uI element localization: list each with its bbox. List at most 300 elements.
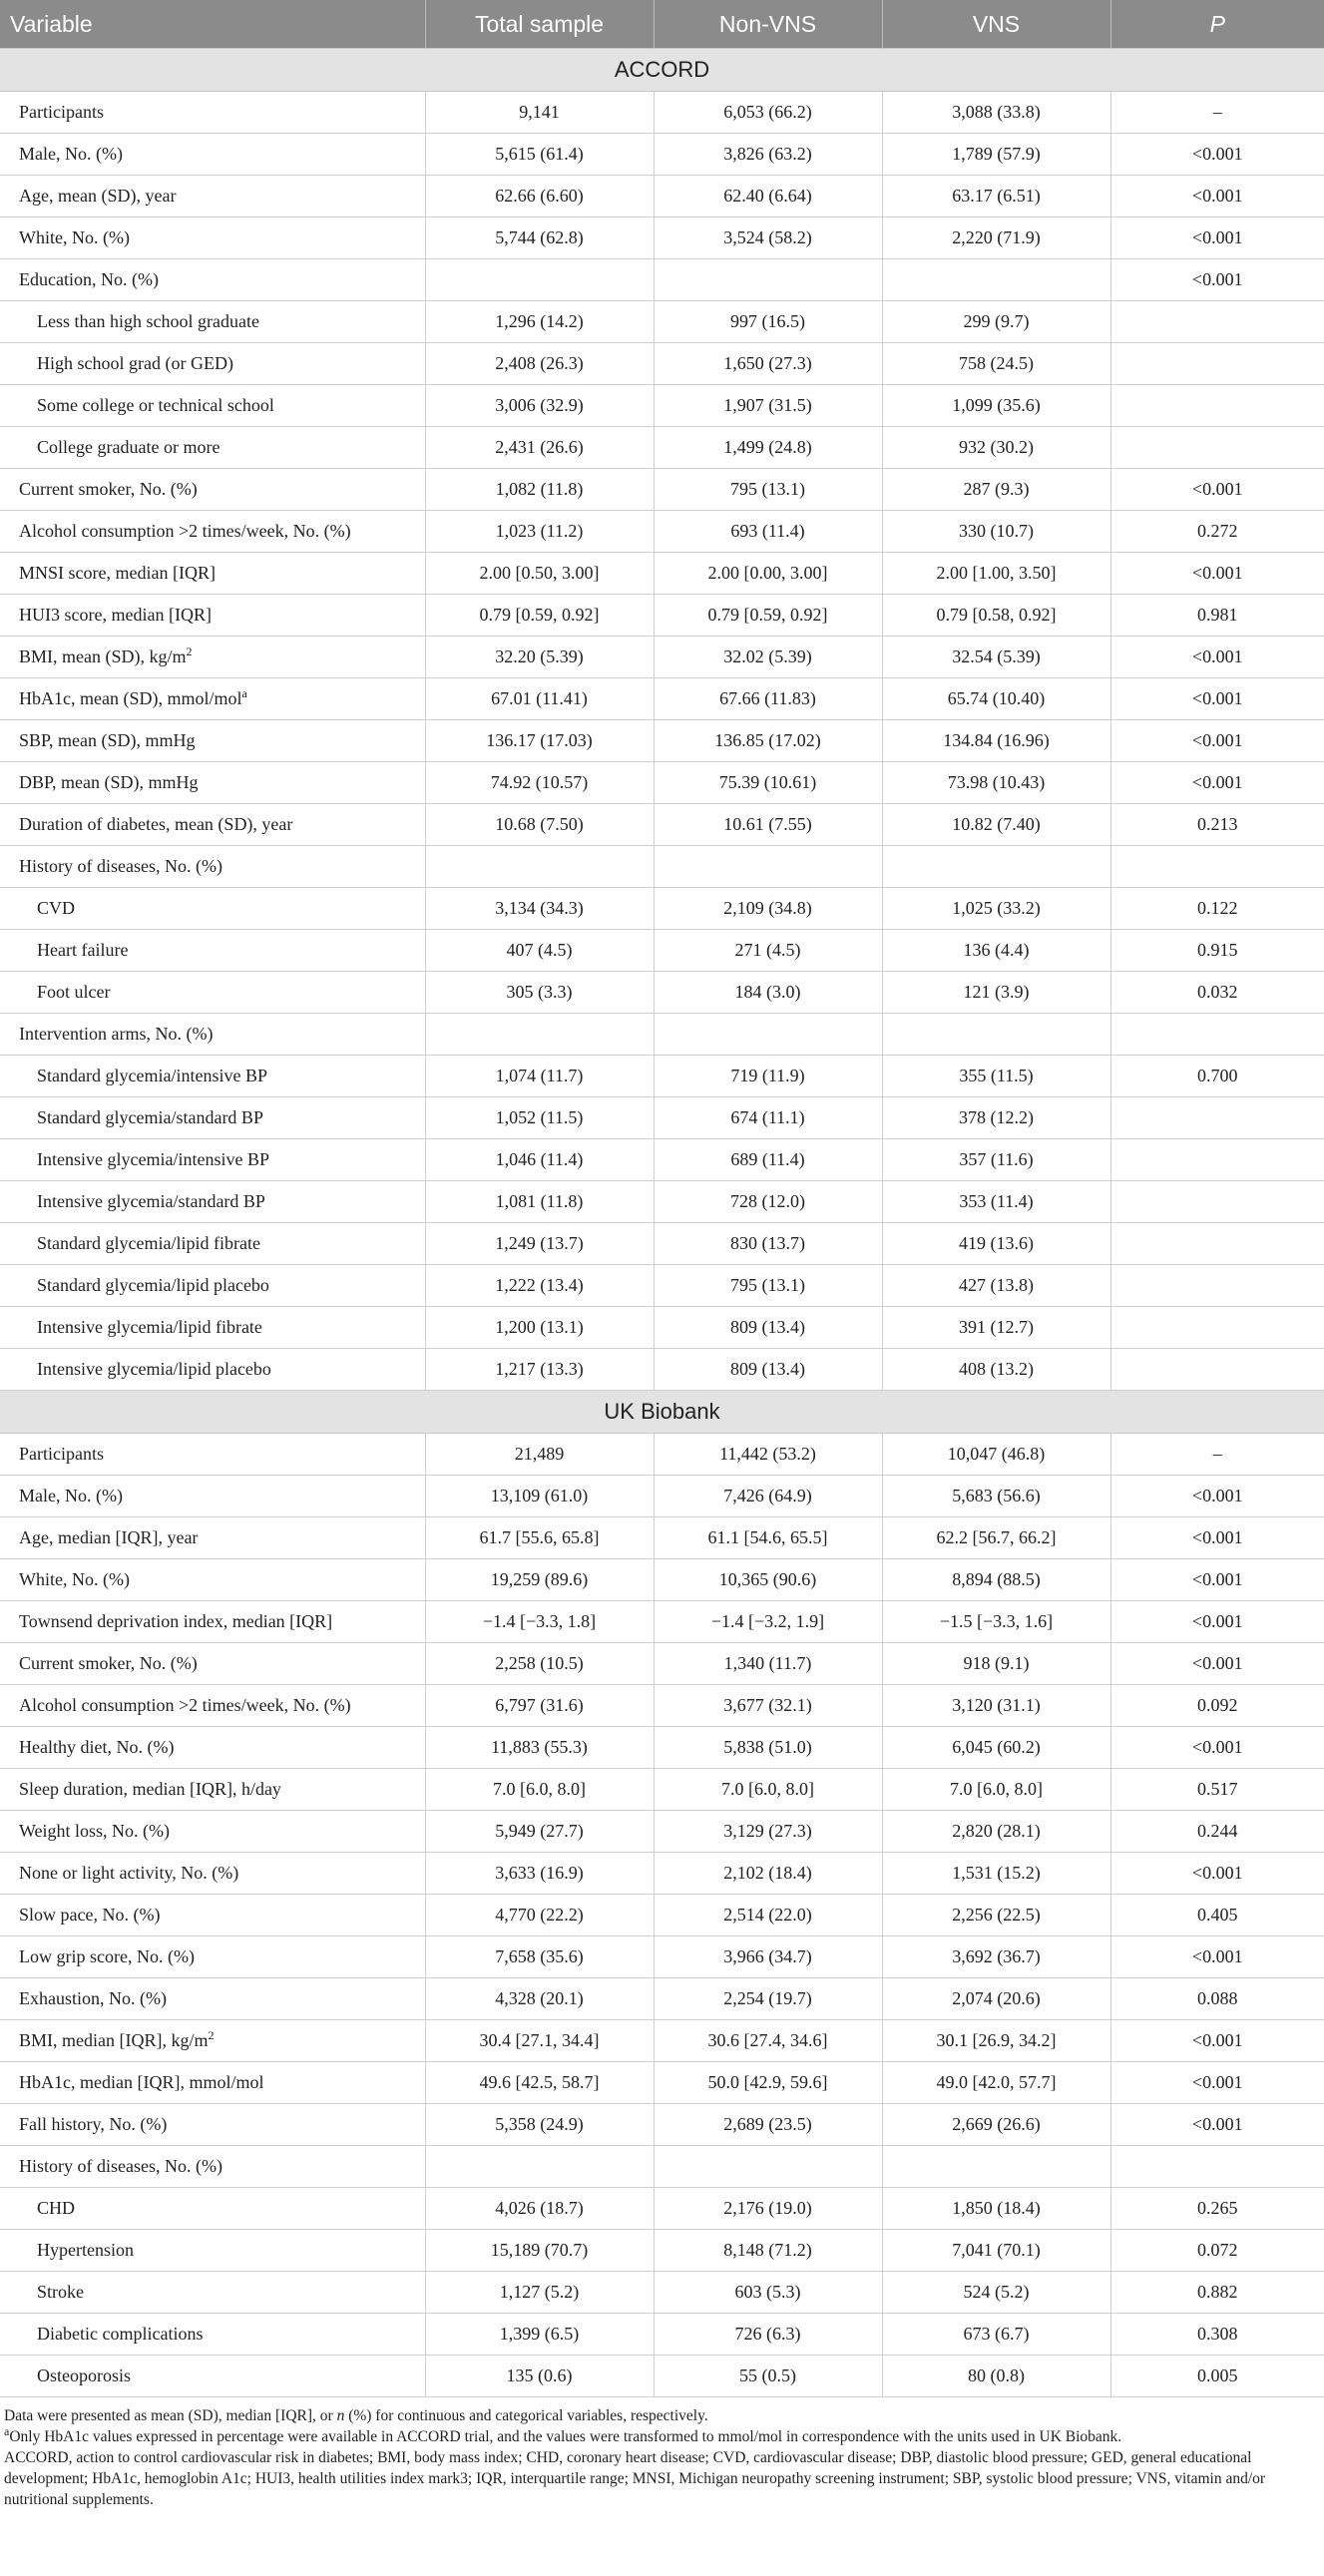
- p-value-cell: <0.001: [1110, 1517, 1324, 1559]
- vns-cell: 419 (13.6): [882, 1223, 1110, 1265]
- non-vns-cell: 674 (11.1): [654, 1097, 882, 1139]
- variable-label: Exhaustion, No. (%): [19, 1988, 167, 2008]
- non-vns-cell: 693 (11.4): [654, 511, 882, 553]
- variable-label: White, No. (%): [19, 227, 130, 247]
- vns-cell: 1,025 (33.2): [882, 888, 1110, 930]
- table-row: [0, 2314, 1324, 2356]
- table-row: [0, 2188, 1324, 2230]
- variable-cell: [0, 1769, 425, 1811]
- total-sample-cell: 5,358 (24.9): [425, 2104, 654, 2146]
- p-value-cell: 0.072: [1110, 2230, 1324, 2272]
- variable-label: BMI, median [IQR], kg/m: [19, 2030, 209, 2050]
- variable-label: Participants: [19, 102, 104, 122]
- variable-label: Intervention arms, No. (%): [19, 1024, 214, 1044]
- p-value-cell: 0.092: [1110, 1685, 1324, 1727]
- non-vns-cell: 55 (0.5): [654, 2356, 882, 2397]
- table-row: [0, 2230, 1324, 2272]
- variable-superscript: 2: [186, 644, 193, 658]
- variable-cell: [0, 1685, 425, 1727]
- vns-cell: 73.98 (10.43): [882, 762, 1110, 804]
- non-vns-cell: 62.40 (6.64): [654, 176, 882, 217]
- p-value-cell: <0.001: [1110, 1853, 1324, 1895]
- table-row: [0, 1978, 1324, 2020]
- table-row: [0, 2062, 1324, 2104]
- non-vns-cell: 830 (13.7): [654, 1223, 882, 1265]
- table-row: [0, 1434, 1324, 1476]
- non-vns-cell: 1,340 (11.7): [654, 1643, 882, 1685]
- total-sample-cell: 407 (4.5): [425, 930, 654, 972]
- variable-label: History of diseases, No. (%): [19, 856, 222, 876]
- variable-label: College graduate or more: [37, 437, 221, 457]
- table-row: [0, 469, 1324, 511]
- variable-label: High school grad (or GED): [37, 353, 233, 373]
- variable-label: MNSI score, median [IQR]: [19, 563, 216, 583]
- non-vns-cell: 809 (13.4): [654, 1349, 882, 1391]
- p-value-cell: [1110, 1307, 1324, 1349]
- variable-label: BMI, mean (SD), kg/m: [19, 646, 187, 666]
- vns-cell: [882, 1014, 1110, 1056]
- vns-cell: 49.0 [42.0, 57.7]: [882, 2062, 1110, 2104]
- non-vns-cell: 1,907 (31.5): [654, 385, 882, 427]
- p-value-cell: <0.001: [1110, 2104, 1324, 2146]
- footnote-abbreviations: ACCORD, action to control cardiovascular risk in diabetes; BMI, body mass index; CHD, coronary heart disease; CVD, cardiovascular disease; DBP, diastolic blood pressure; GED, general educational development; HbA1c, hemoglobin A1c; HUI3, health utilities index mark3; IQR, interquartile range; MNSI, Michigan neuropathy screening instrument; SBP, systolic blood pressure; VNS, vitamin and/or nutritional supplements.: [4, 2449, 1266, 2508]
- non-vns-cell: 1,499 (24.8): [654, 427, 882, 469]
- non-vns-cell: 726 (6.3): [654, 2314, 882, 2356]
- non-vns-cell: 5,838 (51.0): [654, 1727, 882, 1769]
- non-vns-cell: 11,442 (53.2): [654, 1434, 882, 1476]
- table-row: [0, 2272, 1324, 2314]
- non-vns-cell: 3,966 (34.7): [654, 1936, 882, 1978]
- vns-cell: 7.0 [6.0, 8.0]: [882, 1769, 1110, 1811]
- variable-cell: [0, 678, 425, 720]
- table-row: [0, 301, 1324, 343]
- variable-cell: [0, 1811, 425, 1853]
- variable-cell: [0, 972, 425, 1014]
- header-non-vns: Non-VNS: [654, 0, 882, 49]
- p-value-cell: 0.265: [1110, 2188, 1324, 2230]
- variable-label: HbA1c, mean (SD), mmol/mol: [19, 688, 242, 708]
- variable-cell: [0, 469, 425, 511]
- vns-cell: 524 (5.2): [882, 2272, 1110, 2314]
- table-row: [0, 1307, 1324, 1349]
- total-sample-cell: 1,296 (14.2): [425, 301, 654, 343]
- table-row: [0, 2356, 1324, 2397]
- variable-cell: [0, 1014, 425, 1056]
- variable-label: Heart failure: [37, 940, 129, 960]
- variable-cell: [0, 2230, 425, 2272]
- non-vns-cell: 795 (13.1): [654, 1265, 882, 1307]
- variable-label: Some college or technical school: [37, 395, 274, 415]
- vns-cell: 932 (30.2): [882, 427, 1110, 469]
- non-vns-cell: 8,148 (71.2): [654, 2230, 882, 2272]
- table-row: [0, 511, 1324, 553]
- p-value-cell: 0.308: [1110, 2314, 1324, 2356]
- non-vns-cell: 997 (16.5): [654, 301, 882, 343]
- non-vns-cell: 2,176 (19.0): [654, 2188, 882, 2230]
- vns-cell: 65.74 (10.40): [882, 678, 1110, 720]
- total-sample-cell: 1,249 (13.7): [425, 1223, 654, 1265]
- variable-label: Male, No. (%): [19, 144, 123, 164]
- variable-cell: [0, 2188, 425, 2230]
- header-p-value: P: [1110, 0, 1324, 49]
- vns-cell: 918 (9.1): [882, 1643, 1110, 1685]
- total-sample-cell: 4,328 (20.1): [425, 1978, 654, 2020]
- variable-cell: [0, 720, 425, 762]
- vns-cell: 353 (11.4): [882, 1181, 1110, 1223]
- table-row: [0, 1056, 1324, 1097]
- vns-cell: 357 (11.6): [882, 1139, 1110, 1181]
- p-value-cell: <0.001: [1110, 259, 1324, 301]
- table-row: [0, 595, 1324, 637]
- vns-cell: 80 (0.8): [882, 2356, 1110, 2397]
- variable-label: Fall history, No. (%): [19, 2114, 168, 2134]
- p-value-cell: [1110, 1097, 1324, 1139]
- table-row: [0, 134, 1324, 176]
- total-sample-cell: 49.6 [42.5, 58.7]: [425, 2062, 654, 2104]
- total-sample-cell: 1,222 (13.4): [425, 1265, 654, 1307]
- vns-cell: 30.1 [26.9, 34.2]: [882, 2020, 1110, 2062]
- p-value-cell: <0.001: [1110, 176, 1324, 217]
- variable-label: Foot ulcer: [37, 982, 111, 1002]
- table-row: [0, 720, 1324, 762]
- vns-cell: 0.79 [0.58, 0.92]: [882, 595, 1110, 637]
- variable-cell: [0, 1056, 425, 1097]
- vns-cell: 758 (24.5): [882, 343, 1110, 385]
- vns-cell: 1,789 (57.9): [882, 134, 1110, 176]
- p-value-cell: 0.005: [1110, 2356, 1324, 2397]
- total-sample-cell: 1,399 (6.5): [425, 2314, 654, 2356]
- p-value-cell: [1110, 1014, 1324, 1056]
- table-row: [0, 2146, 1324, 2188]
- table-row: [0, 637, 1324, 678]
- variable-label: Age, median [IQR], year: [19, 1527, 199, 1547]
- variable-label: Sleep duration, median [IQR], h/day: [19, 1779, 281, 1799]
- table-body: [0, 49, 1324, 2397]
- variable-cell: [0, 1643, 425, 1685]
- variable-cell: [0, 1139, 425, 1181]
- non-vns-cell: 2,254 (19.7): [654, 1978, 882, 2020]
- variable-label: Healthy diet, No. (%): [19, 1737, 175, 1757]
- variable-superscript: 2: [208, 2028, 215, 2042]
- variable-label: Current smoker, No. (%): [19, 1653, 198, 1673]
- p-value-cell: 0.517: [1110, 1769, 1324, 1811]
- variable-cell: [0, 2020, 425, 2062]
- table-row: [0, 1853, 1324, 1895]
- variable-label: Hypertension: [37, 2240, 134, 2260]
- p-value-cell: [1110, 385, 1324, 427]
- p-value-cell: 0.244: [1110, 1811, 1324, 1853]
- total-sample-cell: 7.0 [6.0, 8.0]: [425, 1769, 654, 1811]
- table-row: [0, 888, 1324, 930]
- variable-label: Standard glycemia/lipid placebo: [37, 1275, 269, 1295]
- p-value-cell: <0.001: [1110, 1476, 1324, 1517]
- vns-cell: 2,820 (28.1): [882, 1811, 1110, 1853]
- variable-cell: [0, 1307, 425, 1349]
- table-row: [0, 762, 1324, 804]
- vns-cell: 6,045 (60.2): [882, 1727, 1110, 1769]
- variable-cell: [0, 511, 425, 553]
- table-row: [0, 92, 1324, 134]
- non-vns-cell: 2.00 [0.00, 3.00]: [654, 553, 882, 595]
- p-value-cell: <0.001: [1110, 762, 1324, 804]
- vns-cell: 427 (13.8): [882, 1265, 1110, 1307]
- non-vns-cell: 67.66 (11.83): [654, 678, 882, 720]
- total-sample-cell: [425, 1014, 654, 1056]
- variable-cell: [0, 762, 425, 804]
- p-value-cell: <0.001: [1110, 678, 1324, 720]
- total-sample-cell: 74.92 (10.57): [425, 762, 654, 804]
- variable-label: SBP, mean (SD), mmHg: [19, 730, 196, 750]
- total-sample-cell: 3,006 (32.9): [425, 385, 654, 427]
- non-vns-cell: 61.1 [54.6, 65.5]: [654, 1517, 882, 1559]
- variable-label: White, No. (%): [19, 1569, 130, 1589]
- non-vns-cell: 689 (11.4): [654, 1139, 882, 1181]
- vns-cell: 2,074 (20.6): [882, 1978, 1110, 2020]
- vns-cell: 299 (9.7): [882, 301, 1110, 343]
- variable-cell: [0, 2314, 425, 2356]
- table-row: [0, 1936, 1324, 1978]
- vns-cell: 121 (3.9): [882, 972, 1110, 1014]
- vns-cell: 2,220 (71.9): [882, 217, 1110, 259]
- variable-label: Duration of diabetes, mean (SD), year: [19, 814, 293, 834]
- variable-cell: [0, 930, 425, 972]
- table-row: [0, 176, 1324, 217]
- non-vns-cell: 10,365 (90.6): [654, 1559, 882, 1601]
- vns-cell: 3,692 (36.7): [882, 1936, 1110, 1978]
- total-sample-cell: [425, 259, 654, 301]
- vns-cell: 330 (10.7): [882, 511, 1110, 553]
- p-value-cell: <0.001: [1110, 1643, 1324, 1685]
- variable-label: CHD: [37, 2198, 76, 2218]
- table-row: [0, 804, 1324, 846]
- variable-cell: [0, 804, 425, 846]
- header-vns: VNS: [882, 0, 1110, 49]
- p-value-cell: [1110, 2146, 1324, 2188]
- non-vns-cell: 30.6 [27.4, 34.6]: [654, 2020, 882, 2062]
- table-row: [0, 385, 1324, 427]
- variable-label: Intensive glycemia/standard BP: [37, 1191, 265, 1211]
- p-value-cell: 0.213: [1110, 804, 1324, 846]
- variable-cell: [0, 176, 425, 217]
- variable-label: Low grip score, No. (%): [19, 1946, 195, 1966]
- variable-cell: [0, 1853, 425, 1895]
- variable-cell: [0, 343, 425, 385]
- table-row: [0, 1559, 1324, 1601]
- table-row: [0, 1349, 1324, 1391]
- p-value-cell: <0.001: [1110, 134, 1324, 176]
- p-value-cell: <0.001: [1110, 2062, 1324, 2104]
- total-sample-cell: 136.17 (17.03): [425, 720, 654, 762]
- variable-label: Alcohol consumption >2 times/week, No. (%): [19, 521, 351, 541]
- total-sample-cell: 3,633 (16.9): [425, 1853, 654, 1895]
- variable-superscript: a: [241, 686, 247, 700]
- table-row: [0, 553, 1324, 595]
- table-row: [0, 217, 1324, 259]
- total-sample-cell: 135 (0.6): [425, 2356, 654, 2397]
- variable-cell: [0, 1097, 425, 1139]
- variable-cell: [0, 1936, 425, 1978]
- table-row: [0, 1727, 1324, 1769]
- variable-label: Alcohol consumption >2 times/week, No. (%): [19, 1695, 351, 1715]
- variable-label: Weight loss, No. (%): [19, 1821, 171, 1841]
- non-vns-cell: 10.61 (7.55): [654, 804, 882, 846]
- total-sample-cell: 1,052 (11.5): [425, 1097, 654, 1139]
- p-value-cell: 0.272: [1110, 511, 1324, 553]
- vns-cell: 10.82 (7.40): [882, 804, 1110, 846]
- p-value-cell: [1110, 1181, 1324, 1223]
- total-sample-cell: 1,082 (11.8): [425, 469, 654, 511]
- non-vns-cell: [654, 2146, 882, 2188]
- p-value-cell: [1110, 343, 1324, 385]
- table-row: [0, 972, 1324, 1014]
- p-value-cell: [1110, 301, 1324, 343]
- total-sample-cell: 5,615 (61.4): [425, 134, 654, 176]
- non-vns-cell: 136.85 (17.02): [654, 720, 882, 762]
- p-value-cell: 0.882: [1110, 2272, 1324, 2314]
- vns-cell: 3,120 (31.1): [882, 1685, 1110, 1727]
- vns-cell: −1.5 [−3.3, 1.6]: [882, 1601, 1110, 1643]
- total-sample-cell: 21,489: [425, 1434, 654, 1476]
- non-vns-cell: 603 (5.3): [654, 2272, 882, 2314]
- total-sample-cell: 305 (3.3): [425, 972, 654, 1014]
- table-row: [0, 1181, 1324, 1223]
- non-vns-cell: 1,650 (27.3): [654, 343, 882, 385]
- non-vns-cell: 2,689 (23.5): [654, 2104, 882, 2146]
- p-value-cell: 0.088: [1110, 1978, 1324, 2020]
- vns-cell: [882, 2146, 1110, 2188]
- vns-cell: 32.54 (5.39): [882, 637, 1110, 678]
- footnote-data-presentation: Data were presented as mean (SD), median [IQR], or n (%) for continuous and categorical variables, respectively.: [4, 2407, 708, 2424]
- total-sample-cell: 61.7 [55.6, 65.8]: [425, 1517, 654, 1559]
- table-row: [0, 930, 1324, 972]
- variable-label: Osteoporosis: [37, 2365, 131, 2385]
- vns-cell: 408 (13.2): [882, 1349, 1110, 1391]
- non-vns-cell: 2,109 (34.8): [654, 888, 882, 930]
- table-row: [0, 1223, 1324, 1265]
- variable-cell: [0, 2146, 425, 2188]
- variable-cell: [0, 846, 425, 888]
- total-sample-cell: 13,109 (61.0): [425, 1476, 654, 1517]
- variable-cell: [0, 1517, 425, 1559]
- table-footnotes: [0, 2397, 1324, 2510]
- variable-cell: [0, 2104, 425, 2146]
- non-vns-cell: 719 (11.9): [654, 1056, 882, 1097]
- table-row: [0, 678, 1324, 720]
- footnote-hba1c-text: Only HbA1c values expressed in percentage were available in ACCORD trial, and the values were transformed to mmol/mol in correspondence with the units used in UK Biobank.: [9, 2428, 1122, 2445]
- section-row: [0, 49, 1324, 92]
- p-value-cell: [1110, 1265, 1324, 1307]
- section-title: ACCORD: [0, 49, 1324, 92]
- p-value-cell: 0.700: [1110, 1056, 1324, 1097]
- variable-label: Standard glycemia/standard BP: [37, 1107, 263, 1127]
- total-sample-cell: 7,658 (35.6): [425, 1936, 654, 1978]
- table-row: [0, 2104, 1324, 2146]
- total-sample-cell: 30.4 [27.1, 34.4]: [425, 2020, 654, 2062]
- non-vns-cell: 795 (13.1): [654, 469, 882, 511]
- variable-label: Current smoker, No. (%): [19, 479, 198, 499]
- total-sample-cell: 67.01 (11.41): [425, 678, 654, 720]
- p-value-cell: 0.122: [1110, 888, 1324, 930]
- table-row: [0, 1895, 1324, 1936]
- variable-cell: [0, 259, 425, 301]
- vns-cell: 62.2 [56.7, 66.2]: [882, 1517, 1110, 1559]
- non-vns-cell: 6,053 (66.2): [654, 92, 882, 134]
- variable-cell: [0, 1476, 425, 1517]
- non-vns-cell: [654, 1014, 882, 1056]
- variable-label: None or light activity, No. (%): [19, 1863, 239, 1883]
- non-vns-cell: 184 (3.0): [654, 972, 882, 1014]
- non-vns-cell: 271 (4.5): [654, 930, 882, 972]
- variable-cell: [0, 1434, 425, 1476]
- non-vns-cell: 50.0 [42.9, 59.6]: [654, 2062, 882, 2104]
- p-value-cell: <0.001: [1110, 637, 1324, 678]
- total-sample-cell: 5,949 (27.7): [425, 1811, 654, 1853]
- table-row: [0, 427, 1324, 469]
- total-sample-cell: 62.66 (6.60): [425, 176, 654, 217]
- vns-cell: 2,256 (22.5): [882, 1895, 1110, 1936]
- table-row: [0, 846, 1324, 888]
- variable-label: Age, mean (SD), year: [19, 186, 177, 206]
- variable-label: Townsend deprivation index, median [IQR]: [19, 1611, 333, 1631]
- vns-cell: 3,088 (33.8): [882, 92, 1110, 134]
- total-sample-cell: [425, 846, 654, 888]
- vns-cell: 378 (12.2): [882, 1097, 1110, 1139]
- non-vns-cell: 3,524 (58.2): [654, 217, 882, 259]
- total-sample-cell: 2,258 (10.5): [425, 1643, 654, 1685]
- total-sample-cell: 1,074 (11.7): [425, 1056, 654, 1097]
- p-value-cell: [1110, 427, 1324, 469]
- table-row: [0, 343, 1324, 385]
- table-row: [0, 1811, 1324, 1853]
- footnote-marker: a: [4, 2423, 10, 2438]
- table-row: [0, 1685, 1324, 1727]
- table-row: [0, 1014, 1324, 1056]
- variable-label: Intensive glycemia/lipid fibrate: [37, 1317, 262, 1337]
- p-value-cell: <0.001: [1110, 1559, 1324, 1601]
- p-value-cell: 0.915: [1110, 930, 1324, 972]
- table-row: [0, 1601, 1324, 1643]
- variable-label: Diabetic complications: [37, 2324, 204, 2344]
- total-sample-cell: 2,408 (26.3): [425, 343, 654, 385]
- total-sample-cell: 1,217 (13.3): [425, 1349, 654, 1391]
- non-vns-cell: 3,826 (63.2): [654, 134, 882, 176]
- vns-cell: [882, 846, 1110, 888]
- table-row: [0, 1643, 1324, 1685]
- variable-label: Less than high school graduate: [37, 311, 259, 331]
- total-sample-cell: 32.20 (5.39): [425, 637, 654, 678]
- variable-cell: [0, 553, 425, 595]
- total-sample-cell: 2.00 [0.50, 3.00]: [425, 553, 654, 595]
- p-value-cell: <0.001: [1110, 217, 1324, 259]
- total-sample-cell: 15,189 (70.7): [425, 2230, 654, 2272]
- vns-cell: 1,850 (18.4): [882, 2188, 1110, 2230]
- header-total-sample: Total sample: [425, 0, 654, 49]
- variable-cell: [0, 2356, 425, 2397]
- table-row: [0, 1476, 1324, 1517]
- non-vns-cell: 7.0 [6.0, 8.0]: [654, 1769, 882, 1811]
- variable-cell: [0, 1559, 425, 1601]
- vns-cell: 7,041 (70.1): [882, 2230, 1110, 2272]
- total-sample-cell: 11,883 (55.3): [425, 1727, 654, 1769]
- variable-label: HbA1c, median [IQR], mmol/mol: [19, 2072, 264, 2092]
- p-value-cell: [1110, 1223, 1324, 1265]
- variable-cell: [0, 2272, 425, 2314]
- non-vns-cell: 809 (13.4): [654, 1307, 882, 1349]
- p-value-cell: [1110, 846, 1324, 888]
- total-sample-cell: 3,134 (34.3): [425, 888, 654, 930]
- variable-label: HUI3 score, median [IQR]: [19, 605, 212, 625]
- p-value-cell: <0.001: [1110, 469, 1324, 511]
